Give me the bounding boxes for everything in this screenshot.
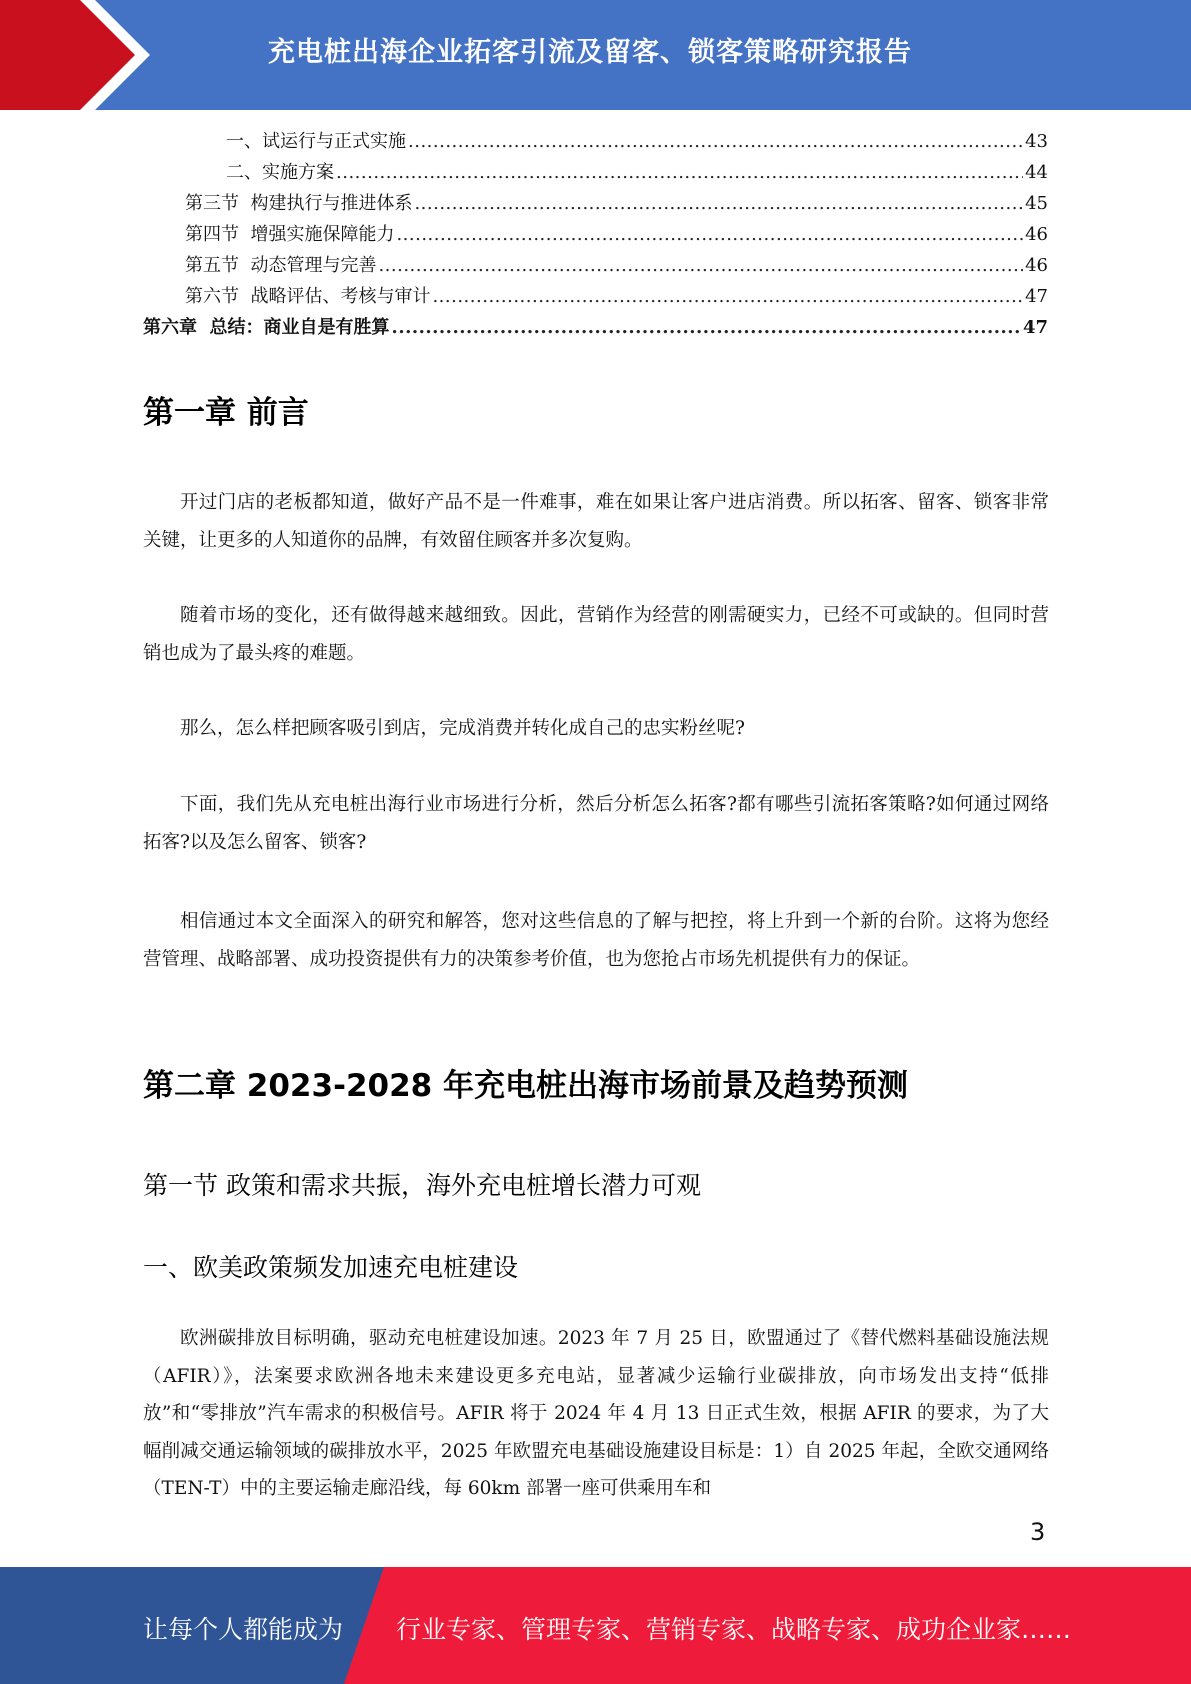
subsection-heading: 一、欧美政策频发加速充电桩建设	[143, 1253, 519, 1282]
toc-entry[interactable]	[226, 128, 1048, 156]
toc-entry-label: 第六节 战略评估、考核与审计	[185, 286, 431, 307]
section-heading: 第一节 政策和需求共振，海外充电桩增长潜力可观	[143, 1171, 701, 1200]
chapter-heading: 第二章 2023-2028 年充电桩出海市场前景及趋势预测	[143, 1068, 909, 1104]
toc-entry-page: 47	[1022, 317, 1048, 338]
toc-entry[interactable]	[143, 314, 1048, 342]
toc-entry[interactable]	[185, 252, 1048, 280]
page-number: 3	[1030, 1518, 1046, 1546]
toc-leader-dots	[414, 190, 1023, 218]
page-footer	[0, 1567, 1191, 1684]
toc-leader-dots	[432, 283, 1023, 311]
body-paragraph: 相信通过本文全面深入的研究和解答，您对这些信息的了解与把控，将上升到一个新的台阶。这将为您经营管理、战略部署、成功投资提供有力的决策参考价值，也为您抢占市场先机提供有力的保证。	[143, 911, 1049, 970]
toc-leader-dots	[392, 314, 1021, 342]
toc-entry-page: 45	[1025, 193, 1048, 214]
toc-entry-page: 47	[1025, 286, 1048, 307]
page-header	[0, 0, 1191, 110]
footer-slogan-left: 让每个人都能成为	[143, 1615, 344, 1644]
body-paragraph: 那么，怎么样把顾客吸引到店，完成消费并转化成自己的忠实粉丝呢?	[180, 718, 745, 739]
toc-entry-label: 第四节 增强实施保障能力	[185, 224, 395, 245]
toc-entry-label: 二、实施方案	[226, 162, 334, 183]
chapter-heading: 第一章 前言	[143, 395, 309, 431]
toc-entry-page: 44	[1025, 162, 1048, 183]
toc-entry[interactable]	[185, 221, 1048, 249]
body-paragraph: 下面，我们先从充电桩出海行业市场进行分析，然后分析怎么拓客?都有哪些引流拓客策略?如何通过网络拓客?以及怎么留客、锁客?	[143, 794, 1049, 853]
toc-entry[interactable]	[185, 283, 1048, 311]
toc-entry-page: 46	[1025, 255, 1048, 276]
toc-leader-dots	[336, 159, 1023, 187]
toc-leader-dots	[378, 252, 1023, 280]
toc-entry-label: 一、试运行与正式实施	[226, 131, 406, 152]
toc-entry-page: 46	[1025, 224, 1048, 245]
toc-entry[interactable]	[226, 159, 1048, 187]
body-paragraph: 随着市场的变化，还有做得越来越细致。因此，营销作为经营的刚需硬实力，已经不可或缺的。但同时营销也成为了最头疼的难题。	[143, 605, 1049, 664]
toc-entry-label: 第六章 总结：商业自是有胜算	[143, 317, 390, 338]
toc-leader-dots	[396, 221, 1023, 249]
body-paragraph: 开过门店的老板都知道，做好产品不是一件难事，难在如果让客户进店消费。所以拓客、留客、锁客非常关键，让更多的人知道你的品牌，有效留住顾客并多次复购。	[143, 492, 1049, 551]
toc-entry-page: 43	[1025, 131, 1048, 152]
report-title: 充电桩出海企业拓客引流及留客、锁客策略研究报告	[268, 37, 912, 68]
toc-entry-label: 第三节 构建执行与推进体系	[185, 193, 413, 214]
toc-entry[interactable]	[185, 190, 1048, 218]
toc-leader-dots	[408, 128, 1023, 156]
toc-entry-label: 第五节 动态管理与完善	[185, 255, 377, 276]
body-paragraph: 欧洲碳排放目标明确，驱动充电桩建设加速。2023 年 7 月 25 日，欧盟通过了《替代燃料基础设施法规（AFIR）》，法案要求欧洲各地未来建设更多充电站，显著减少运输行业碳排放，向市场发出支持“低排放”和“零排放”汽车需求的积极信号。AFIR 将于 2024 年 4 月 13 日正式生效，根据 AFIR 的要求，为了大幅削减交通运输领域的碳排放水平，2025 年欧盟充电基础设施建设目标是：1）自 2025 年起，全欧交通网络（TEN-T）中的主要运输走廊沿线，每 60km 部署一座可供乘用车和	[143, 1328, 1049, 1499]
footer-slogan-right: 行业专家、管理专家、营销专家、战略专家、成功企业家……	[396, 1615, 1072, 1644]
